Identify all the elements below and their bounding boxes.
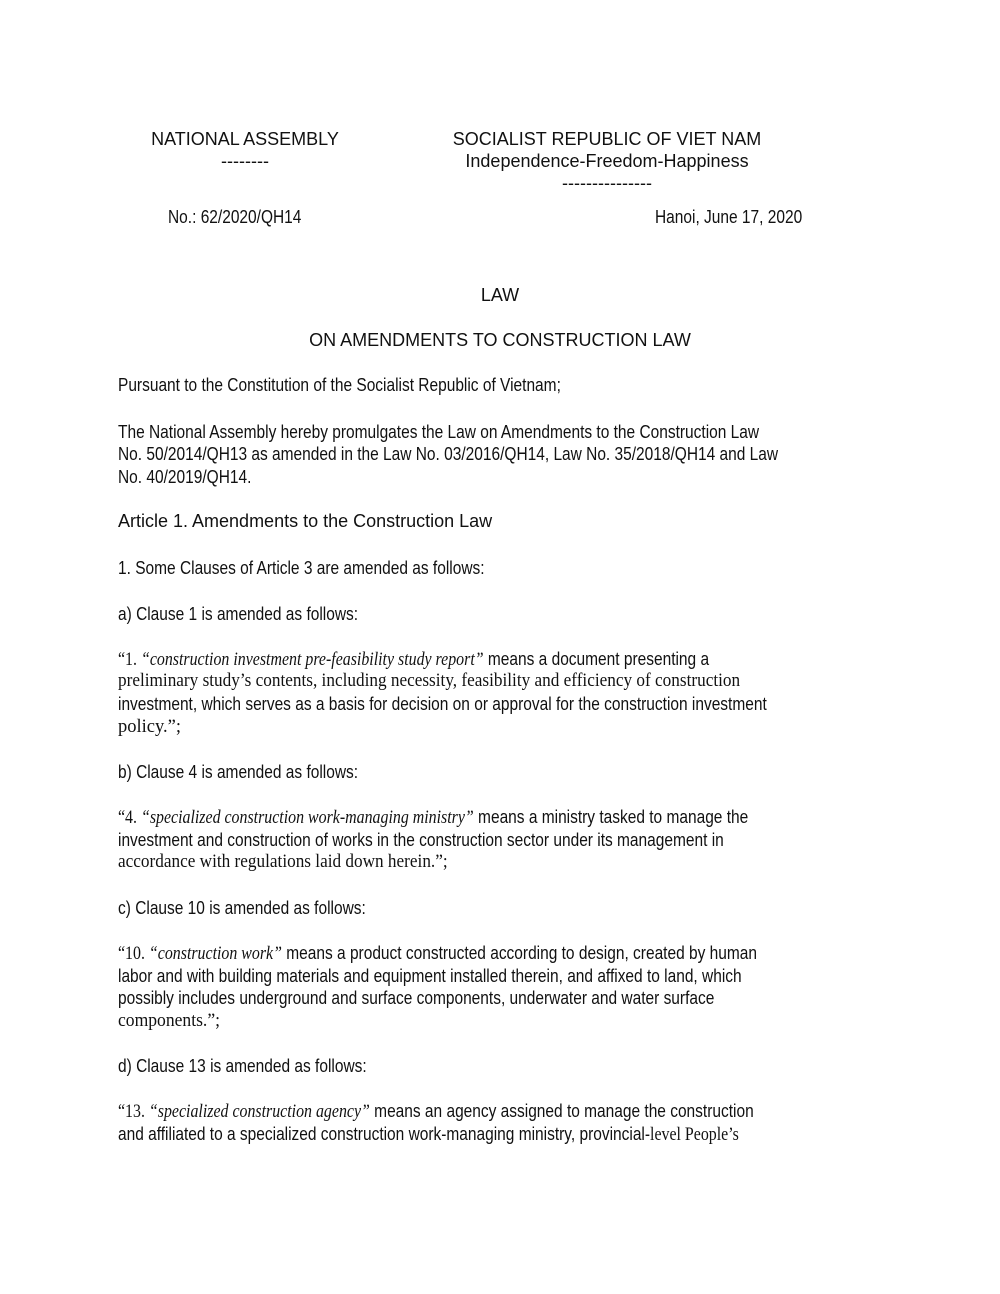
- national-motto: Independence-Freedom-Happiness: [465, 151, 749, 171]
- definition-text: means a document presenting a: [483, 649, 710, 669]
- country-name: SOCIALIST REPUBLIC OF VIET NAM: [452, 129, 762, 149]
- preamble-promulgation-line: No. 40/2019/QH14.: [118, 467, 252, 487]
- clause-intro: c) Clause 10 is amended as follows:: [118, 898, 366, 918]
- clause-definition-line: preliminary study’s contents, including necessity, feasibility and efficiency of construction: [118, 671, 741, 691]
- article-item: 1. Some Clauses of Article 3 are amended as follows:: [118, 558, 485, 578]
- clause-intro: a) Clause 1 is amended as follows:: [118, 604, 359, 624]
- definition-text: and affiliated to a specialized construction work-managing ministry, provincial-: [118, 1124, 651, 1144]
- clause-definition-line: investment, which serves as a basis for decision on or approval for the construction investment: [118, 694, 767, 714]
- clause-intro: b) Clause 4 is amended as follows:: [118, 762, 359, 782]
- defined-term: “specialized construction work-managing ministry”: [140, 808, 474, 828]
- clause-definition-line: [118, 1123, 739, 1146]
- clause-number: “4.: [118, 808, 141, 828]
- clause-number: “13.: [118, 1102, 149, 1122]
- article-heading: Article 1. Amendments to the Construction Law: [118, 511, 493, 531]
- preamble-promulgation-line: The National Assembly hereby promulgates the Law on Amendments to the Construction Law: [118, 422, 760, 442]
- preamble-promulgation-line: No. 50/2014/QH13 as amended in the Law No. 03/2016/QH14, Law No. 35/2018/QH14 and Law: [118, 444, 779, 464]
- definition-text: means an agency assigned to manage the construction: [369, 1101, 754, 1121]
- definition-text: means a ministry tasked to manage the: [473, 807, 749, 827]
- clause-intro: d) Clause 13 is amended as follows:: [118, 1056, 367, 1076]
- clause-definition-line: [118, 806, 748, 829]
- preamble-basis: Pursuant to the Constitution of the Socialist Republic of Vietnam;: [118, 375, 561, 395]
- document-subtitle: ON AMENDMENTS TO CONSTRUCTION LAW: [309, 330, 691, 350]
- defined-term: “specialized construction agency”: [148, 1102, 370, 1122]
- clause-definition-line: [118, 648, 709, 671]
- clause-definition-line: labor and with building materials and equipment installed therein, and affixed to land, which: [118, 966, 742, 986]
- clause-definition-line: investment and construction of works in the construction sector under its management in: [118, 830, 724, 850]
- place-and-date: Hanoi, June 17, 2020: [655, 207, 803, 227]
- document-title: LAW: [480, 285, 520, 305]
- clause-definition-line: policy.”;: [118, 717, 182, 737]
- clause-definition-line: components.”;: [118, 1011, 221, 1031]
- document-number: No.: 62/2020/QH14: [168, 207, 302, 227]
- clause-definition-line: [118, 1100, 754, 1123]
- definition-text: means a product constructed according to design, created by human: [281, 943, 757, 963]
- issuing-body: NATIONAL ASSEMBLY: [151, 129, 339, 149]
- definition-text: level People’s: [650, 1125, 739, 1145]
- clause-definition-line: accordance with regulations laid down herein.”;: [118, 852, 448, 872]
- motto-divider: ---------------: [562, 173, 652, 193]
- clause-number: “1.: [118, 650, 141, 670]
- clause-definition-line: possibly includes underground and surface components, underwater and water surface: [118, 988, 715, 1008]
- clause-definition-line: [118, 942, 757, 965]
- clause-number: “10.: [118, 944, 149, 964]
- defined-term: “construction work”: [148, 944, 282, 964]
- defined-term: “construction investment pre-feasibility study report”: [140, 650, 484, 670]
- issuing-body-divider: --------: [221, 151, 269, 171]
